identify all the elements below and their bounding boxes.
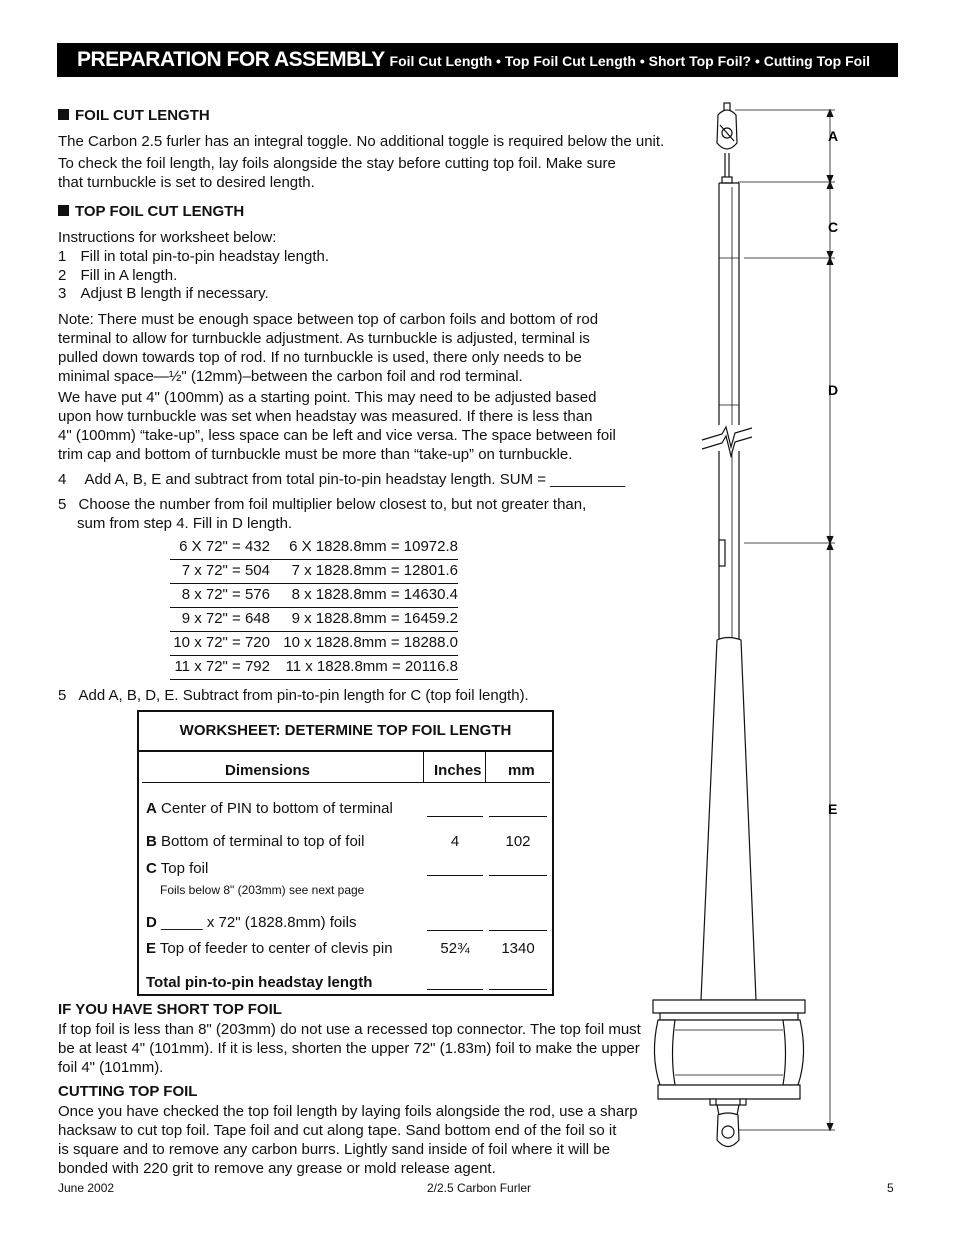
a-inches-blank[interactable] <box>427 816 483 817</box>
multiplier-row <box>170 632 460 656</box>
foil-cut-heading <box>58 107 210 124</box>
step-5a <box>58 495 586 514</box>
furler-diagram <box>640 95 900 1165</box>
row-e <box>146 940 393 957</box>
cutting-paragraph <box>58 1102 638 1178</box>
multiplier-inches: 8 x 72" = 576 <box>181 586 270 603</box>
page-title: PREPARATION FOR ASSEMBLY <box>77 48 385 71</box>
note-paragraph <box>58 310 598 386</box>
a-mm-blank[interactable] <box>489 816 547 817</box>
note-line: terminal to allow for turnbuckle adjustment. As turnbuckle is adjusted, terminal is <box>58 330 590 347</box>
multiplier-mm: 6 X 1828.8mm = 10972.8 <box>289 538 458 555</box>
step-2 <box>58 266 177 285</box>
multiplier-row <box>170 656 460 680</box>
note-line: minimal space—½" (12mm)–between the carbon foil and rod terminal. <box>58 368 523 385</box>
break-symbol <box>702 427 752 447</box>
step-number: 1 <box>58 248 67 265</box>
col-dimensions: Dimensions <box>225 762 311 779</box>
arrow-icon <box>827 182 833 189</box>
step-text: Choose the number from foil multiplier below closest to, but not greater than, <box>78 496 587 513</box>
dim-label-c: C <box>828 219 839 235</box>
worksheet-intro: Instructions for worksheet below: <box>58 229 277 246</box>
step-number: 5 <box>58 496 67 513</box>
cutting-heading: CUTTING TOP FOIL <box>58 1083 198 1100</box>
drum-right-side <box>783 1020 804 1085</box>
para-line: We have put 4" (100mm) as a starting point. This may need to be adjusted based <box>58 389 597 406</box>
c-mm-blank[interactable] <box>489 875 547 876</box>
c-note: Foils below 8" (203mm) see next page <box>160 883 365 897</box>
c-inches-blank[interactable] <box>427 875 483 876</box>
step-text: Add A, B, E and subtract from total pin-to-pin headstay length. SUM = _________ <box>84 471 626 488</box>
para-line: If top foil is less than 8" (203mm) do not use a recessed top connector. The top foil must <box>58 1021 641 1038</box>
multiplier-row <box>170 608 460 632</box>
multiplier-inches: 7 x 72" = 504 <box>181 562 270 579</box>
dim-label-a: A <box>828 128 839 144</box>
para-line: upon how turnbuckle was set when headstay was measured. If there is less than <box>58 408 593 425</box>
row-b <box>146 833 364 850</box>
bullet-square-icon <box>58 109 69 120</box>
e-mm-value: 1340 <box>501 940 535 957</box>
row-d <box>146 914 356 931</box>
para-line: trim cap and bottom of turnbuckle must be more than “take-up” on turnbuckle. <box>58 446 573 463</box>
bottom-clevis-hole <box>722 1126 734 1138</box>
multiplier-inches: 9 x 72" = 648 <box>181 610 270 627</box>
step-number: 5 <box>58 687 67 704</box>
short-top-heading: IF YOU HAVE SHORT TOP FOIL <box>58 1001 282 1018</box>
para-line: bonded with 220 grit to remove any grease or mold release agent. <box>58 1160 496 1177</box>
drum-left-side <box>654 1020 675 1085</box>
multiplier-mm: 11 x 1828.8mm = 20116.8 <box>285 658 458 675</box>
row-letter: D <box>146 914 157 931</box>
arrow-icon <box>827 258 833 265</box>
foil-cut-p2a: To check the foil length, lay foils alongside the stay before cutting top foil. Make sure <box>58 155 616 172</box>
short-top-paragraph <box>58 1020 641 1077</box>
step-number: 4 <box>58 471 67 488</box>
step-text: Fill in total pin-to-pin headstay length. <box>80 248 329 265</box>
multiplier-mm: 9 x 1828.8mm = 16459.2 <box>291 610 458 627</box>
arrow-icon <box>827 110 833 117</box>
row-letter: A <box>146 800 157 817</box>
worksheet-title: WORKSHEET: DETERMINE TOP FOIL LENGTH <box>179 722 512 739</box>
row-text: Top of feeder to center of clevis pin <box>159 940 393 957</box>
dim-label-e: E <box>828 801 838 817</box>
col-inches: Inches <box>434 762 482 779</box>
row-text: _____ x 72" (1828.8mm) foils <box>161 914 357 931</box>
col-mm: mm <box>508 762 535 779</box>
top-foil-heading-text: TOP FOIL CUT LENGTH <box>75 203 245 220</box>
dim-label-d: D <box>828 382 839 398</box>
multiplier-mm: 8 x 1828.8mm = 14630.4 <box>291 586 458 603</box>
foil-cut-p2b: that turnbuckle is set to desired length. <box>58 174 315 191</box>
row-text: Bottom of terminal to top of foil <box>161 833 365 850</box>
header-subtitle: Foil Cut Length • Top Foil Cut Length • Short Top Foil? • Cutting Top Foil <box>389 53 870 69</box>
col-separator <box>485 752 486 782</box>
worksheet-divider <box>139 750 552 752</box>
multiplier-row <box>170 584 460 608</box>
foil-multiplier-table <box>170 536 460 680</box>
d-inches-blank[interactable] <box>427 930 483 931</box>
page-number: 5 <box>887 1181 894 1195</box>
total-inches-blank[interactable] <box>427 989 483 990</box>
break-symbol <box>702 436 752 456</box>
multiplier-inches: 6 X 72" = 432 <box>179 538 270 555</box>
col-separator <box>423 752 424 782</box>
row-letter: B <box>146 833 157 850</box>
row-text: Center of PIN to bottom of terminal <box>161 800 393 817</box>
rod-terminal <box>722 177 732 183</box>
step-3 <box>58 284 269 303</box>
drum-bottom-flange <box>658 1085 800 1099</box>
row-text: Top foil <box>160 860 209 877</box>
note-line: pulled down towards top of rod. If no turnbuckle is used, there only needs to be <box>58 349 582 366</box>
worksheet-box <box>137 710 554 996</box>
step-5b <box>58 686 529 705</box>
multiplier-mm: 7 x 1828.8mm = 12801.6 <box>291 562 458 579</box>
step-4 <box>58 470 625 489</box>
b-inches-value: 4 <box>450 833 460 850</box>
para-line: hacksaw to cut top foil. Tape foil and cut along tape. Sand bottom end of the foil so it <box>58 1122 617 1139</box>
foil-cut-heading-text: FOIL CUT LENGTH <box>75 107 210 124</box>
feeder-body <box>701 638 756 1001</box>
row-a <box>146 800 393 817</box>
b-mm-value: 102 <box>505 833 531 850</box>
para-line: is square and to remove any carbon burrs. Lightly sand inside of foil where it will be <box>58 1141 610 1158</box>
arrow-icon <box>827 1123 833 1130</box>
note-line: Note: There must be enough space between top of carbon foils and bottom of rod <box>58 311 599 328</box>
para-line: Once you have checked the top foil length by laying foils alongside the rod, use a sharp <box>58 1103 638 1120</box>
header-underline <box>142 782 550 783</box>
step-text: Adjust B length if necessary. <box>80 285 269 302</box>
row-c <box>146 860 208 877</box>
top-foil-heading <box>58 203 244 220</box>
row-letter: C <box>146 860 157 877</box>
footer-product: 2/2.5 Carbon Furler <box>427 1181 532 1195</box>
multiplier-inches: 11 x 72" = 792 <box>174 658 270 675</box>
drum-top-flange <box>653 1000 805 1013</box>
takeup-paragraph <box>58 388 616 464</box>
e-inches-value: 52¾ <box>440 940 470 957</box>
multiplier-row <box>170 560 460 584</box>
step-number: 2 <box>58 267 67 284</box>
d-mm-blank[interactable] <box>489 930 547 931</box>
header-bar <box>57 43 898 77</box>
arrow-icon <box>827 543 833 550</box>
step-text: Fill in A length. <box>80 267 178 284</box>
row-total: Total pin-to-pin headstay length <box>146 974 373 991</box>
multiplier-inches: 10 x 72" = 720 <box>173 634 270 651</box>
foil-cut-p1: The Carbon 2.5 furler has an integral toggle. No additional toggle is required below the unit. <box>58 133 665 150</box>
foil-connector <box>719 540 725 566</box>
row-underline <box>170 679 458 680</box>
multiplier-row <box>170 536 460 560</box>
multiplier-mm: 10 x 1828.8mm = 18288.0 <box>283 634 458 651</box>
para-line: 4" (100mm) “take-up”, less space can be left and vice versa. The space between foil <box>58 427 616 444</box>
row-letter: E <box>146 940 157 957</box>
para-line: foil 4" (101mm). <box>58 1059 164 1076</box>
para-line: be at least 4" (101mm). If it is less, shorten the upper 72" (1.83m) foil to make the upper <box>58 1040 640 1057</box>
total-mm-blank[interactable] <box>489 989 547 990</box>
step-text: Add A, B, D, E. Subtract from pin-to-pin length for C (top foil length). <box>78 687 529 704</box>
step-number: 3 <box>58 285 67 302</box>
step-5a-line2: sum from step 4. Fill in D length. <box>77 515 293 532</box>
bullet-square-icon <box>58 205 69 216</box>
step-1 <box>58 247 329 266</box>
footer-date: June 2002 <box>58 1181 115 1195</box>
